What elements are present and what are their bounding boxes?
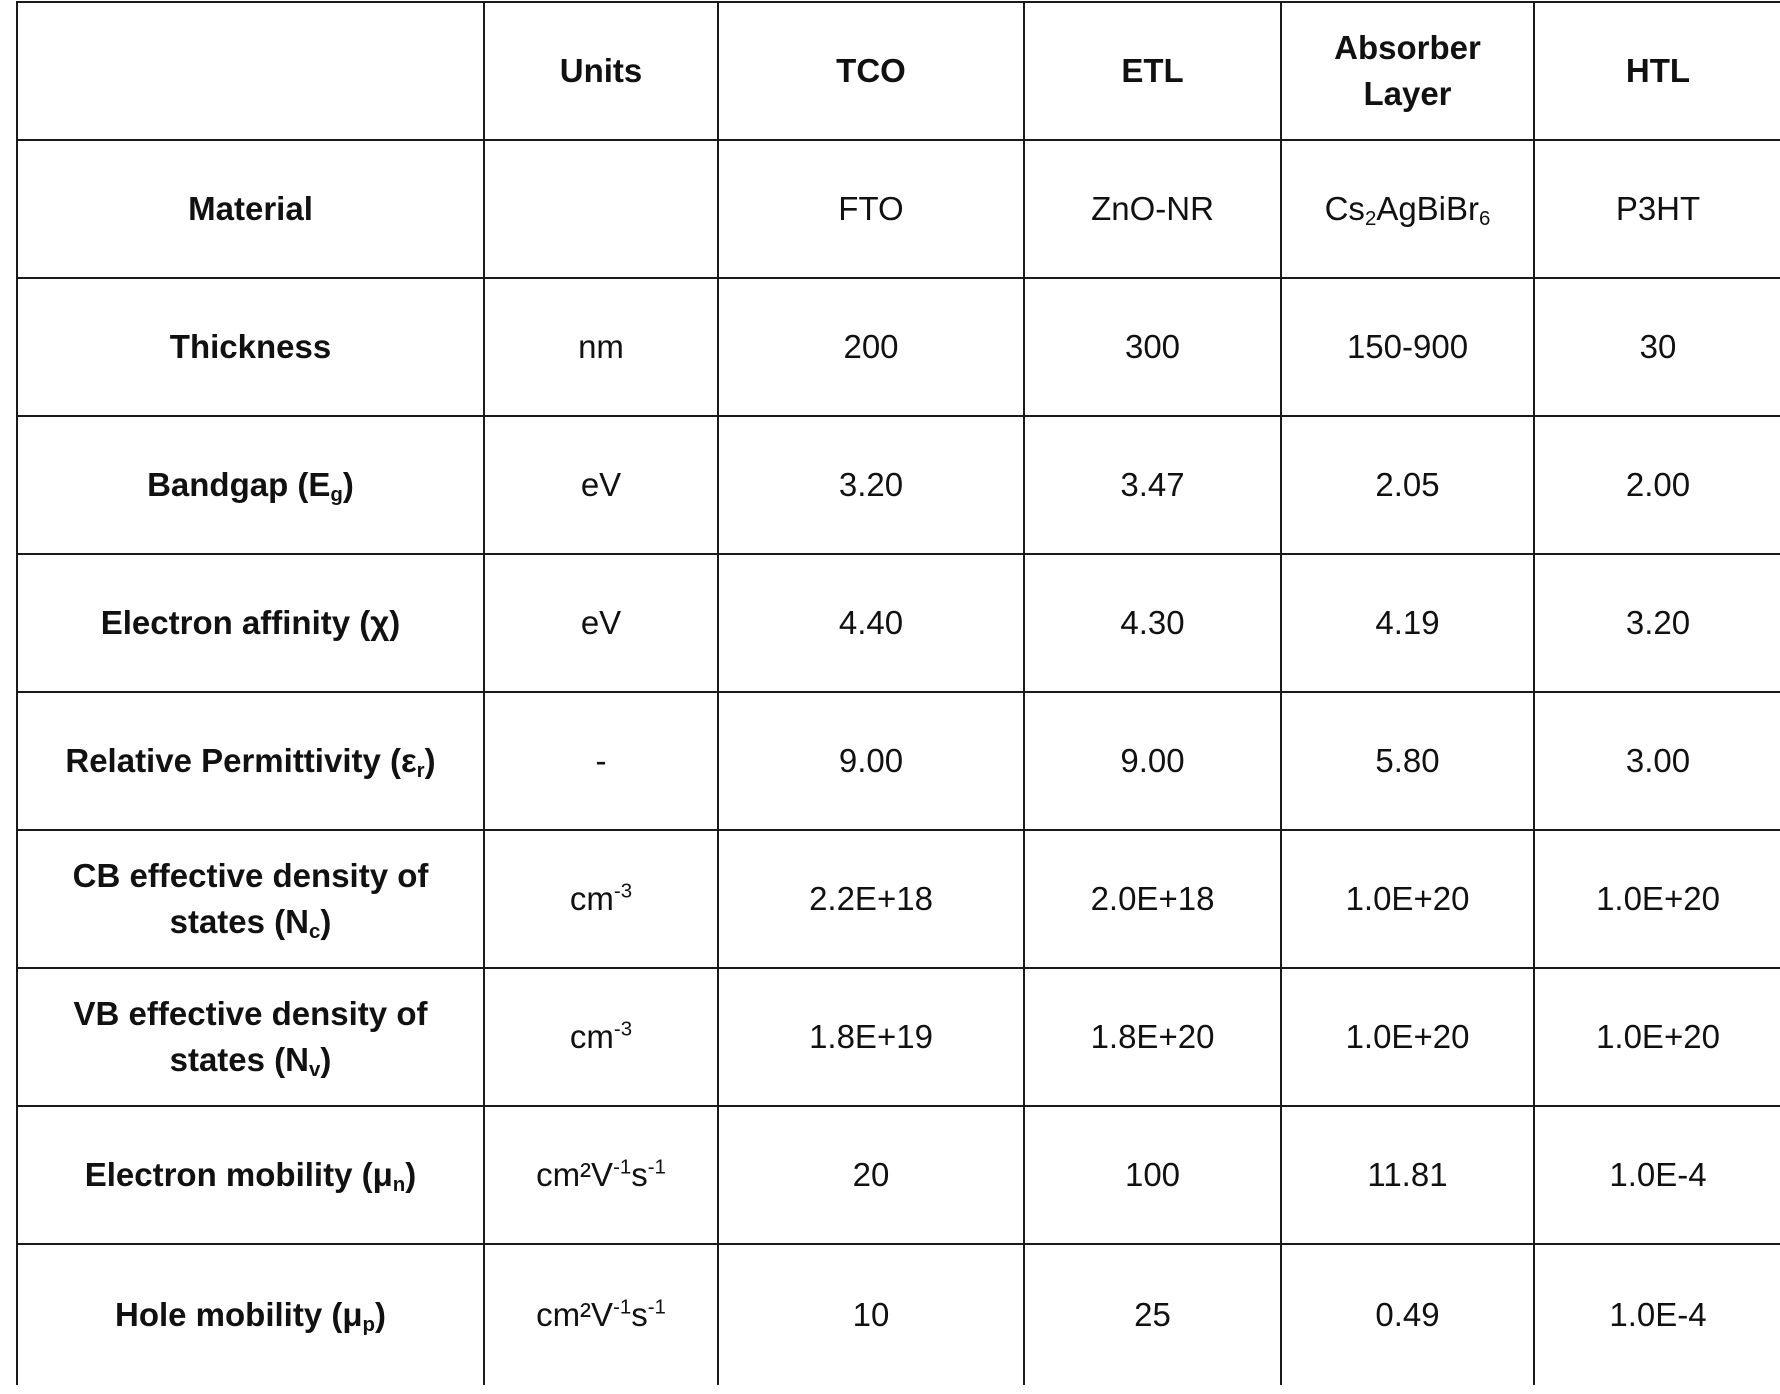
label-part: states (N	[169, 1041, 309, 1078]
table-row	[17, 692, 1780, 830]
label-part: Electron mobility (μ	[84, 1156, 393, 1193]
cell-units	[484, 1244, 718, 1385]
cell-tco: 1.8E+19	[718, 968, 1024, 1106]
parameters-table-container	[16, 1, 1780, 1394]
cell-units	[484, 1106, 718, 1244]
row-label-electron-mobility	[17, 1106, 484, 1244]
cell-tco: 4.40	[718, 554, 1024, 692]
cell-tco: FTO	[718, 140, 1024, 278]
table-row	[17, 554, 1780, 692]
table-row	[17, 1106, 1780, 1244]
cell-units	[484, 830, 718, 968]
cell-tco: 3.20	[718, 416, 1024, 554]
label-subscript: r	[416, 759, 425, 783]
header-etl: ETL	[1024, 2, 1281, 140]
unit-part: cm²V	[536, 1296, 614, 1333]
formula-part: Cs	[1324, 190, 1365, 227]
cell-units: nm	[484, 278, 718, 416]
cell-htl: 1.0E+20	[1534, 830, 1780, 968]
cell-absorber: 4.19	[1281, 554, 1534, 692]
cell-absorber: 11.81	[1281, 1106, 1534, 1244]
cell-etl: 1.8E+20	[1024, 968, 1281, 1106]
header-absorber-layer	[1281, 2, 1534, 140]
row-label-material: Material	[17, 140, 484, 278]
label-part: Relative Permittivity (ε	[65, 742, 417, 779]
label-part: Bandgap (E	[147, 466, 331, 503]
unit-superscript: -1	[613, 1155, 632, 1179]
device-parameters-table	[16, 1, 1780, 1385]
row-label-thickness: Thickness	[17, 278, 484, 416]
cell-units	[484, 140, 718, 278]
cell-absorber: 0.49	[1281, 1244, 1534, 1385]
cell-absorber: 1.0E+20	[1281, 830, 1534, 968]
label-part: )	[424, 742, 436, 779]
label-subscript: p	[362, 1313, 376, 1337]
cell-tco: 9.00	[718, 692, 1024, 830]
label-line: CB effective density of	[72, 857, 429, 894]
cell-htl: 1.0E+20	[1534, 968, 1780, 1106]
formula-subscript: 2	[1364, 207, 1377, 231]
unit-part: s	[631, 1296, 648, 1333]
formula-subscript: 6	[1479, 207, 1491, 231]
row-label-cb-density-of-states	[17, 830, 484, 968]
table-row	[17, 830, 1780, 968]
label-part: states (N	[169, 903, 309, 940]
unit-superscript: -3	[613, 1017, 633, 1041]
cell-etl: 4.30	[1024, 554, 1281, 692]
label-subscript: c	[309, 920, 321, 944]
unit-part: cm²V	[536, 1156, 614, 1193]
cell-etl: 2.0E+18	[1024, 830, 1281, 968]
table-row	[17, 968, 1780, 1106]
cell-tco: 10	[718, 1244, 1024, 1385]
cell-units: eV	[484, 416, 718, 554]
table-row	[17, 278, 1780, 416]
cell-etl: 25	[1024, 1244, 1281, 1385]
header-absorber-line2: Layer	[1363, 75, 1452, 112]
row-label-electron-affinity: Electron affinity (χ)	[17, 554, 484, 692]
table-row	[17, 1244, 1780, 1385]
cell-etl: 3.47	[1024, 416, 1281, 554]
header-units: Units	[484, 2, 718, 140]
unit-part: s	[631, 1156, 648, 1193]
cell-tco: 20	[718, 1106, 1024, 1244]
row-label-vb-density-of-states	[17, 968, 484, 1106]
cell-tco: 2.2E+18	[718, 830, 1024, 968]
row-label-hole-mobility	[17, 1244, 484, 1385]
cell-tco: 200	[718, 278, 1024, 416]
cell-etl: 9.00	[1024, 692, 1281, 830]
label-part: Hole mobility (μ	[114, 1296, 363, 1333]
formula-part: AgBiBr	[1376, 190, 1480, 227]
label-part: )	[320, 1041, 332, 1078]
cell-htl: P3HT	[1534, 140, 1780, 278]
unit-superscript: -3	[613, 879, 633, 903]
cell-etl: ZnO-NR	[1024, 140, 1281, 278]
label-line: VB effective density of	[73, 995, 428, 1032]
cell-htl: 1.0E-4	[1534, 1244, 1780, 1385]
label-subscript: g	[330, 483, 343, 507]
row-label-relative-permittivity	[17, 692, 484, 830]
cell-etl: 300	[1024, 278, 1281, 416]
cell-units	[484, 968, 718, 1106]
header-absorber-line1: Absorber	[1334, 29, 1481, 66]
row-label-bandgap	[17, 416, 484, 554]
cell-etl: 100	[1024, 1106, 1281, 1244]
unit-superscript: -1	[647, 1295, 666, 1319]
label-part: )	[405, 1156, 417, 1193]
unit-superscript: -1	[613, 1295, 632, 1319]
unit-superscript: -1	[647, 1155, 666, 1179]
header-row	[17, 2, 1780, 140]
cell-units: eV	[484, 554, 718, 692]
header-htl: HTL	[1534, 2, 1780, 140]
table-row	[17, 140, 1780, 278]
cell-htl: 30	[1534, 278, 1780, 416]
header-tco: TCO	[718, 2, 1024, 140]
unit-part: cm	[569, 880, 614, 917]
cell-units: -	[484, 692, 718, 830]
cell-absorber: 2.05	[1281, 416, 1534, 554]
label-part: )	[375, 1296, 387, 1333]
cell-absorber	[1281, 140, 1534, 278]
table-row	[17, 416, 1780, 554]
cell-htl: 3.00	[1534, 692, 1780, 830]
label-part: )	[320, 903, 332, 940]
unit-part: cm	[569, 1018, 614, 1055]
cell-absorber: 5.80	[1281, 692, 1534, 830]
label-subscript: n	[392, 1173, 406, 1197]
cell-htl: 2.00	[1534, 416, 1780, 554]
cell-htl: 3.20	[1534, 554, 1780, 692]
cell-htl: 1.0E-4	[1534, 1106, 1780, 1244]
header-blank-cell	[17, 2, 484, 140]
label-subscript: v	[309, 1058, 321, 1082]
label-part: )	[342, 466, 354, 503]
cell-absorber: 1.0E+20	[1281, 968, 1534, 1106]
cell-absorber: 150-900	[1281, 278, 1534, 416]
